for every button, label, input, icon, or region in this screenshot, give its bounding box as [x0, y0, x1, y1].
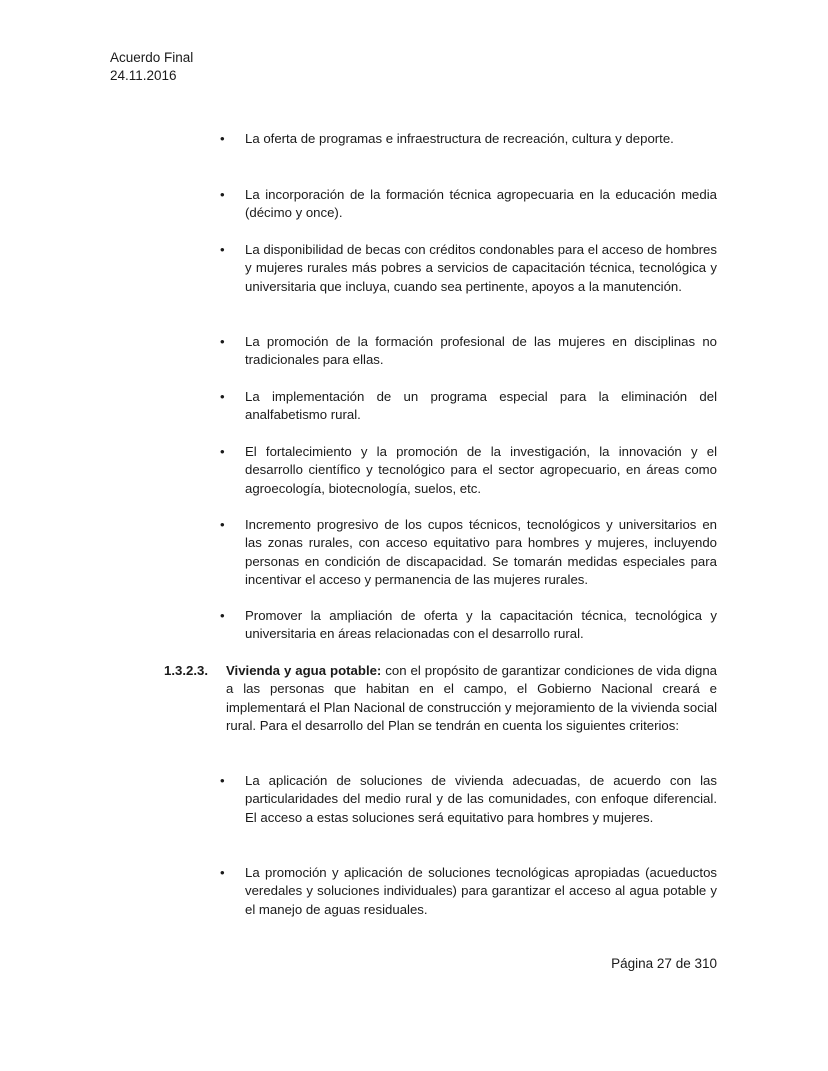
bullet-marker: • — [220, 865, 225, 880]
bullet-marker: • — [220, 334, 225, 349]
list-item-text: La disponibilidad de becas con créditos condonables para el acceso de hombres y mujeres rurales más pobres a servicios de capacitación técnica, tecnológica y universitaria que incluya, cuando sea pertinente, apoyos a la manutención. — [245, 242, 717, 294]
bullet-marker: • — [220, 773, 225, 788]
bullet-marker: • — [220, 131, 225, 146]
section-heading: Vivienda y agua potable: — [226, 663, 382, 678]
list-item-text: La implementación de un programa especial para la eliminación del analfabetismo rural. — [245, 389, 717, 423]
bullet-marker: • — [220, 389, 225, 404]
document-date: 24.11.2016 — [110, 68, 177, 83]
section-body-text: con el propósito de garantizar condiciones de vida digna a las personas que habitan en el campo, el Gobierno Nacional creará e implementará el Plan Nacional de construcción y mejoramiento de la vivienda social rural. Para el desarrollo del Plan se tendrán en cuenta los siguientes criterios: — [226, 663, 717, 733]
list-item-text: Promover la ampliación de oferta y la capacitación técnica, tecnológica y universitaria en áreas relacionadas con el desarrollo rural. — [245, 608, 717, 642]
list-item-text: La incorporación de la formación técnica agropecuaria en la educación media (décimo y once). — [245, 187, 717, 221]
list-item-text: La promoción y aplicación de soluciones tecnológicas apropiadas (acueductos veredales y soluciones individuales) para garantizar el acceso al agua potable y el manejo de aguas residuales. — [245, 865, 717, 917]
bullet-marker: • — [220, 608, 225, 623]
bullet-marker: • — [220, 242, 225, 257]
list-item-text: La aplicación de soluciones de vivienda adecuadas, de acuerdo con las particularidades del medio rural y de las comunidades, con enfoque diferencial. El acceso a estas soluciones será equitativo para hombres y mujeres. — [245, 773, 717, 825]
list-item-text: La promoción de la formación profesional de las mujeres en disciplinas no tradicionales para ellas. — [245, 334, 717, 368]
bullet-marker: • — [220, 517, 225, 532]
section-paragraph — [226, 662, 717, 735]
list-item-text: El fortalecimiento y la promoción de la investigación, la innovación y el desarrollo científico y tecnológico para el sector agropecuario, en áreas como agroecología, biotecnología, suelos, etc. — [245, 444, 717, 496]
page-number: Página 27 de 310 — [611, 956, 717, 971]
document-header — [110, 49, 193, 85]
document-title: Acuerdo Final — [110, 50, 194, 65]
section-number: 1.3.2.3. — [164, 663, 208, 678]
list-item-text: La oferta de programas e infraestructura de recreación, cultura y deporte. — [245, 131, 674, 146]
bullet-marker: • — [220, 444, 225, 459]
bullet-marker: • — [220, 187, 225, 202]
list-item-text: Incremento progresivo de los cupos técnicos, tecnológicos y universitarios en las zonas rurales, con acceso equitativo para hombres y mujeres, incluyendo personas en condición de discapacidad. Se tomarán medidas especiales para incentivar el acceso y permanencia de las mujeres rurales. — [245, 517, 717, 587]
